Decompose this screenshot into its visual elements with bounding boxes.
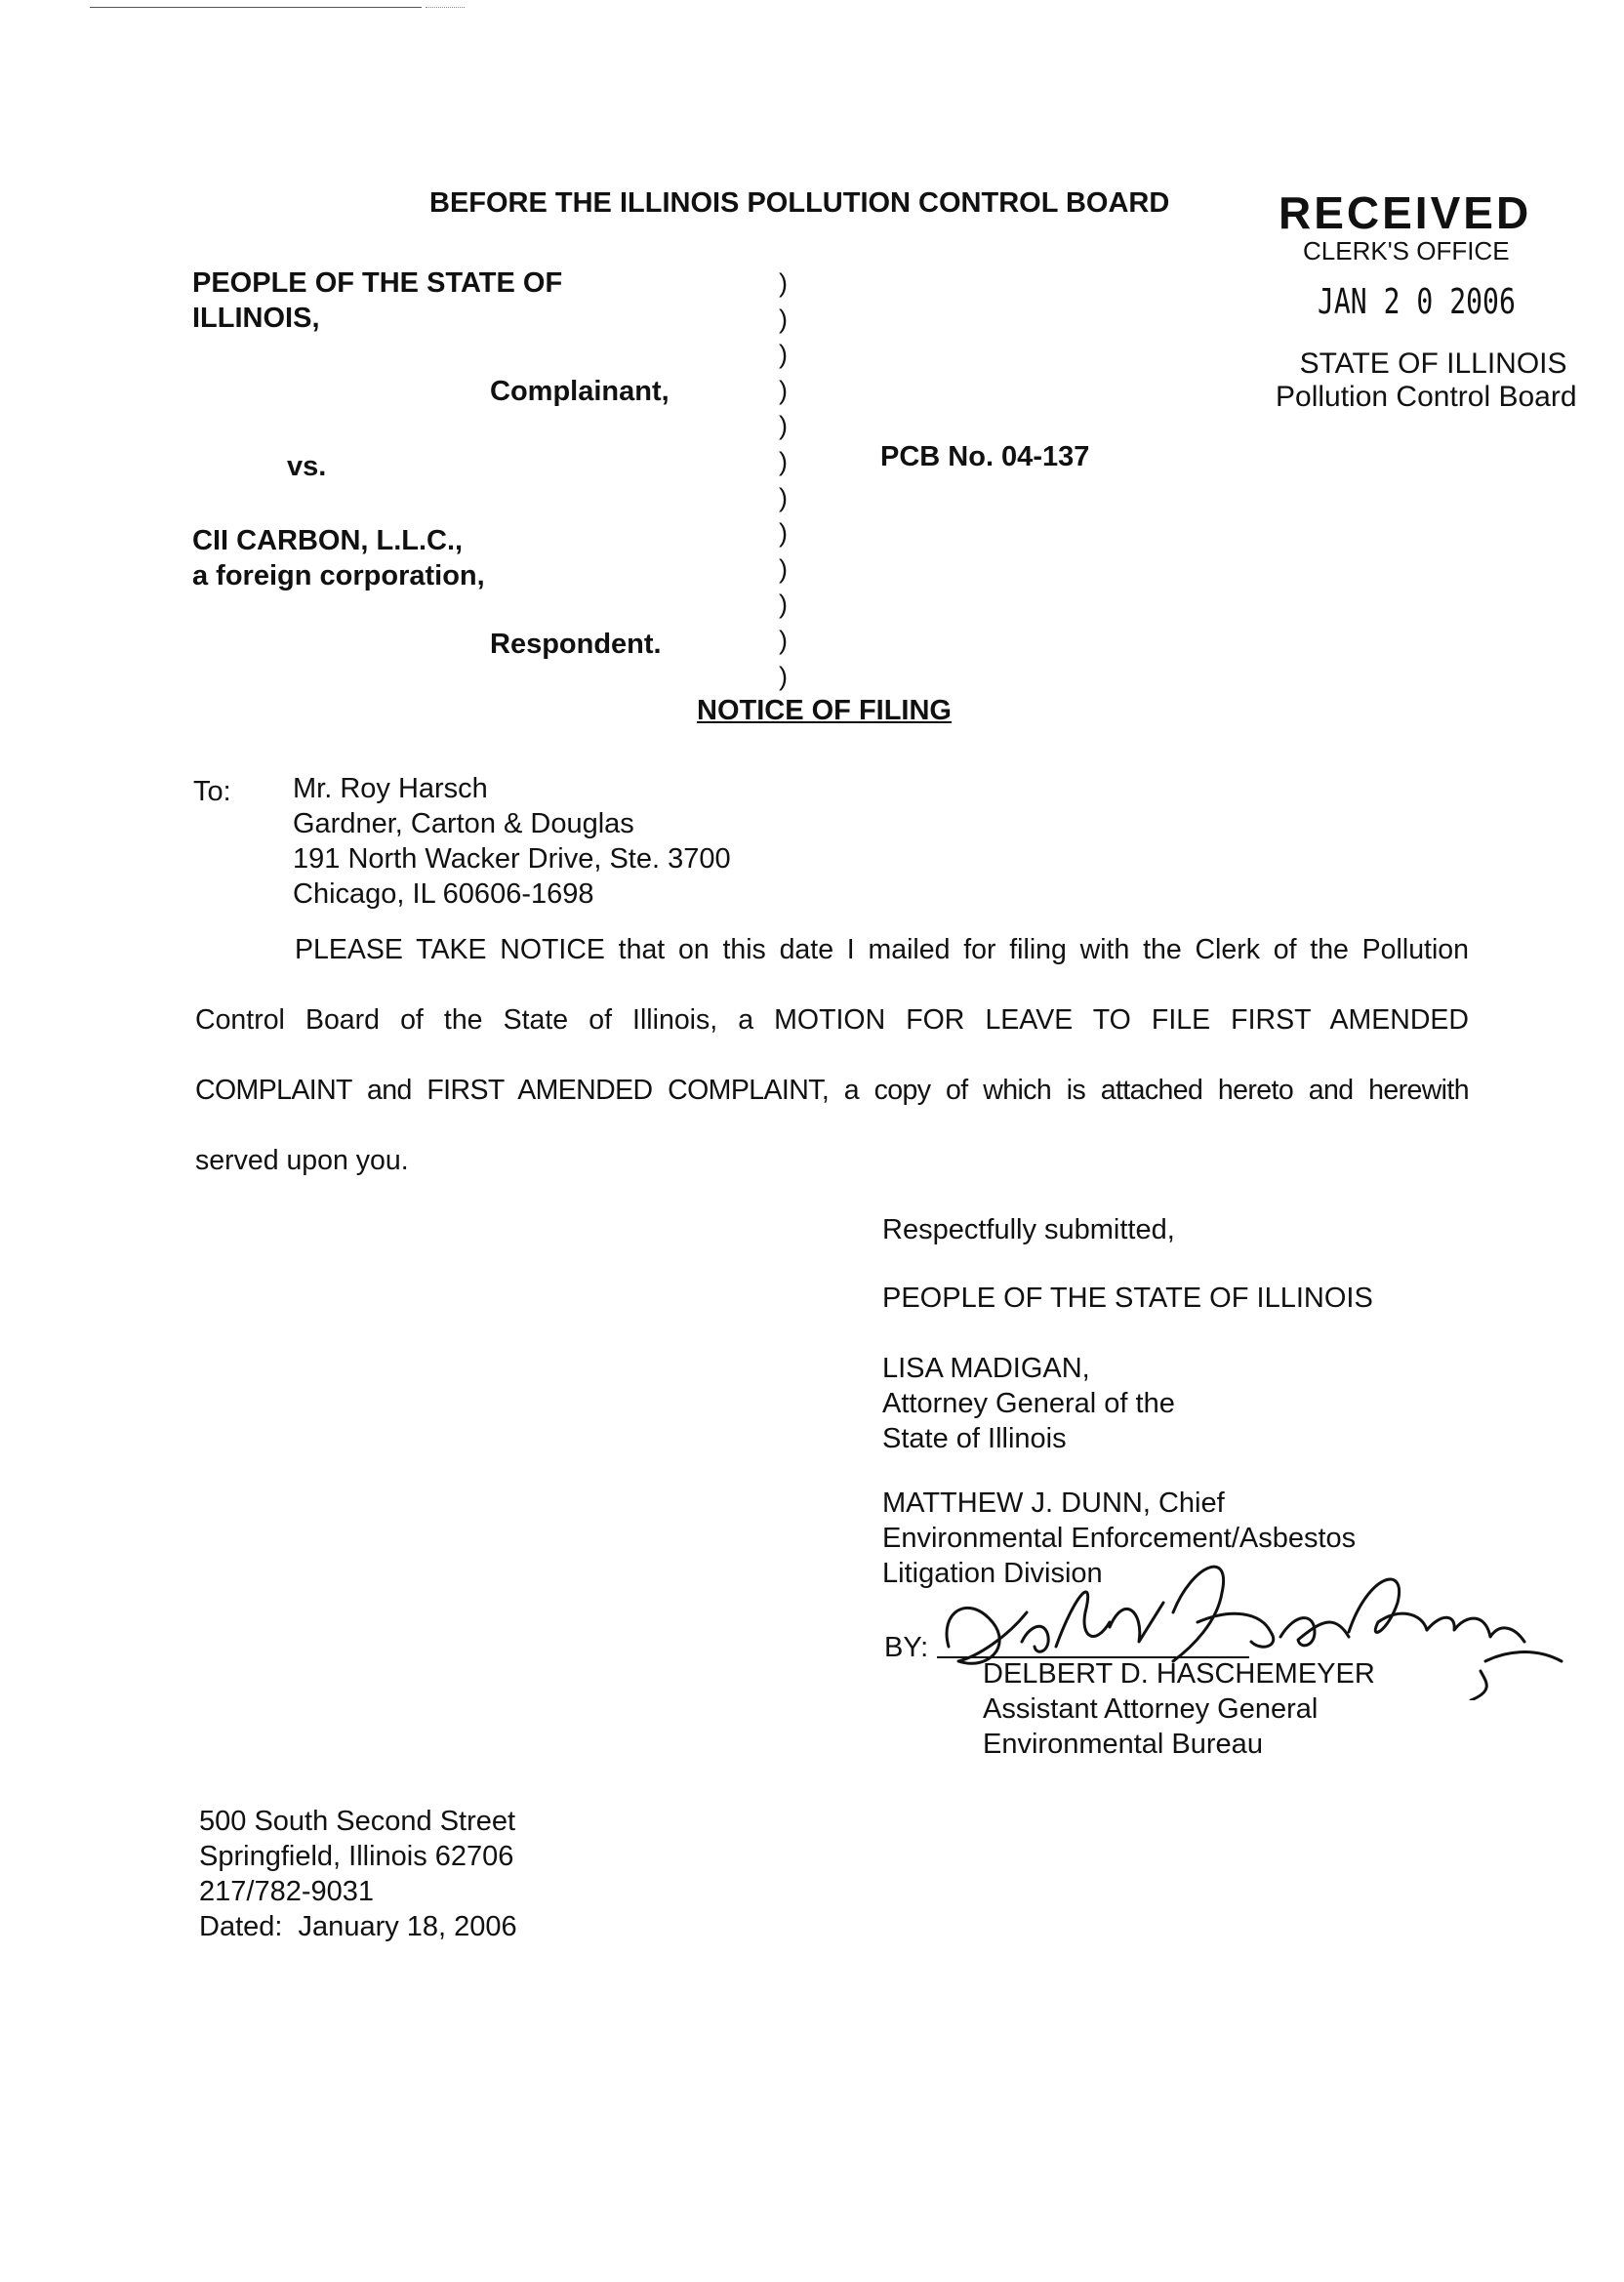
office-address-block (199, 1804, 517, 1944)
office-street: 500 South Second Street (199, 1806, 516, 1837)
received-stamp-title: RECEIVED (1279, 187, 1532, 238)
versus-label: vs. (287, 451, 327, 482)
complainant-role: Complainant, (490, 376, 670, 407)
received-stamp-clerks-office: CLERK'S OFFICE (1303, 236, 1510, 265)
caption-parenthesis-column (779, 265, 788, 694)
received-stamp-board: Pollution Control Board (1276, 381, 1577, 413)
by-label: BY: (884, 1632, 929, 1663)
caption-parenthesis: ) (779, 268, 788, 298)
people-of-illinois: PEOPLE OF THE STATE OF ILLINOIS (882, 1283, 1373, 1314)
signer-bureau: Environmental Bureau (983, 1729, 1263, 1760)
received-stamp-state: STATE OF ILLINOIS (1299, 347, 1567, 380)
complainant-name (192, 265, 562, 336)
office-phone: 217/782-9031 (199, 1876, 374, 1907)
recipient-street: 191 North Wacker Drive, Ste. 3700 (293, 843, 731, 875)
office-city: Springfield, Illinois 62706 (199, 1841, 514, 1872)
caption-parenthesis: ) (779, 304, 788, 334)
respondent-name-line-1: CII CARBON, L.L.C., (192, 525, 464, 556)
received-stamp-date: JAN 2 0 2006 (1318, 282, 1516, 322)
signer-block (983, 1656, 1375, 1762)
caption-parenthesis: ) (779, 553, 788, 584)
recipient-firm: Gardner, Carton & Douglas (293, 808, 634, 839)
signer-name: DELBERT D. HASCHEMEYER (983, 1658, 1375, 1690)
signer-title: Assistant Attorney General (983, 1693, 1319, 1725)
scan-artifact-dots (426, 7, 465, 8)
recipient-name: Mr. Roy Harsch (293, 773, 488, 804)
division-chief-name: MATTHEW J. DUNN, Chief (882, 1487, 1225, 1519)
board-title: BEFORE THE ILLINOIS POLLUTION CONTROL BOARD (429, 187, 1170, 219)
attorney-general-title-line-2: State of Illinois (882, 1423, 1067, 1454)
dated-line: Dated: January 18, 2006 (199, 1911, 517, 1942)
notice-title: NOTICE OF FILING (697, 695, 952, 726)
notice-body-line-3: COMPLAINT and FIRST AMENDED COMPLAINT, a copy of which is attached hereto and herewith (195, 1075, 1469, 1106)
respondent-name-line-2: a foreign corporation, (192, 560, 485, 591)
scan-artifact-line (90, 7, 422, 8)
caption-parenthesis: ) (779, 411, 788, 441)
recipient-city: Chicago, IL 60606-1698 (293, 878, 594, 910)
notice-body-line-2: Control Board of the State of Illinois, a MOTION FOR LEAVE TO FILE FIRST AMENDED (195, 1004, 1469, 1036)
respondent-name (192, 523, 485, 593)
attorney-general-block (882, 1351, 1175, 1456)
respectfully-submitted: Respectfully submitted, (882, 1214, 1175, 1245)
caption-parenthesis: ) (779, 661, 788, 691)
caption-parenthesis: ) (779, 340, 788, 370)
attorney-general-title-line-1: Attorney General of the (882, 1388, 1175, 1419)
to-label: To: (193, 776, 231, 807)
caption-parenthesis: ) (779, 375, 788, 405)
attorney-general-name: LISA MADIGAN, (882, 1353, 1090, 1384)
complainant-name-line-2: ILLINOIS, (192, 303, 320, 334)
complainant-name-line-1: PEOPLE OF THE STATE OF (192, 267, 563, 299)
caption-parenthesis: ) (779, 518, 788, 549)
notice-body-line-1: PLEASE TAKE NOTICE that on this date I mailed for filing with the Clerk of the Pollution (295, 934, 1469, 965)
notice-body-line-4: served upon you. (195, 1145, 409, 1176)
recipient-address-block (293, 771, 731, 912)
caption-parenthesis: ) (779, 482, 788, 512)
case-number: PCB No. 04-137 (880, 441, 1090, 472)
caption-parenthesis: ) (779, 625, 788, 655)
division-chief-title-line-2: Litigation Division (882, 1558, 1103, 1589)
caption-parenthesis: ) (779, 590, 788, 620)
respondent-role: Respondent. (490, 629, 662, 660)
notice-body-paragraph (195, 932, 1469, 1213)
caption-parenthesis: ) (779, 446, 788, 476)
received-stamp-agency (1276, 347, 1577, 414)
division-chief-title-line-1: Environmental Enforcement/Asbestos (882, 1523, 1357, 1554)
